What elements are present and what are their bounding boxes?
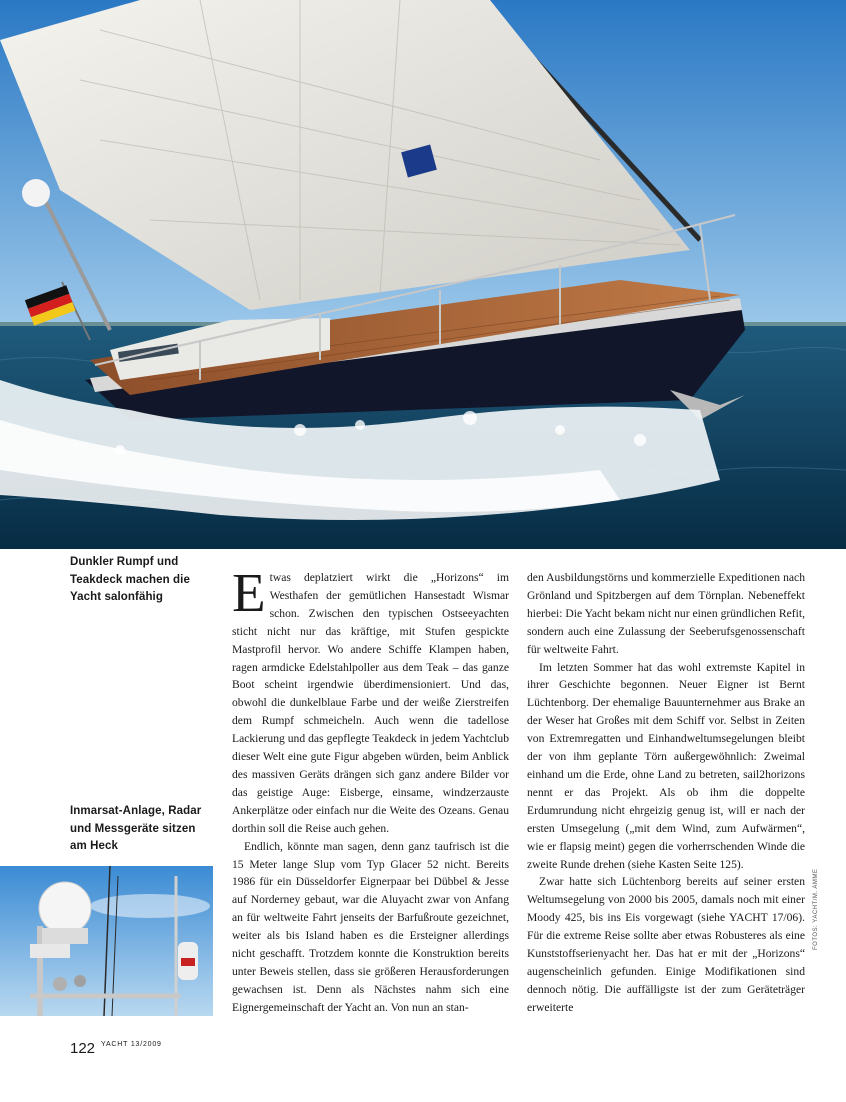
paragraph: den Ausbildungstörns und kommerzielle Expeditionen nach Grönland und Spitzbergen auf dem Törnplan. Nebeneffekt hierbei: Die Yacht bekam nicht nur einen gründlichen Refit, sondern auch eine Zulassung der Seeberufsgenossenschaft für weltweite Fahrt. [527,571,805,656]
antenna-equipment-illustration [0,866,213,1016]
article-column-1 [232,562,509,1017]
paragraph [232,562,509,838]
caption-line: Teakdeck machen die [70,573,190,586]
hero-photo [0,0,846,549]
drop-cap: E [232,562,266,623]
caption-line: Dunkler Rumpf und [70,556,179,568]
article-column-2 [527,569,805,1017]
caption-line: am Heck [70,840,119,852]
page-number: 122 [70,1040,96,1057]
caption-line: Inmarsat-Anlage, Radar [70,805,202,817]
magazine-issue: YACHT 13/2009 [101,1041,162,1048]
paragraph: Im letzten Sommer hat das wohl extremste Kapitel in ihrer Geschichte begonnen. Neuer Eigner ist Bernt Lüchtenborg. Der ehemalige Bauunternehmer aus Brake an der Weser hat Großes mit dem Schiff vor. Selbst in Zeiten von Extremregatten und Einhandweltumsegelungen bleibt der von ihm geplante Törn außergewöhnlich: Zweimal einhand um die Erde, ohne Land zu betreten, sail2horizons nennt er das Projekt. Als ob ihm die doppelte Erdumrundung nicht ehrgeizig genug ist, will er nach der ersten Umsegelung („mit dem Wind, zum Aufwärmen“, wie er flapsig meint) gegen die vorherrschenden Winde die zweite Runde drehen (siehe Kasten Seite 125). [527,660,805,871]
sailing-yacht-illustration [0,0,846,549]
photo-credit: FOTOS: YACHT/M. AMME [813,868,819,950]
hero-caption [70,554,190,607]
inset-photo [0,866,213,1016]
paragraph: Zwar hatte sich Lüchtenborg bereits auf seiner ersten Weltumsegelung von 2000 bis 2005, damals noch mit einer Moody 425, bis ins Eis vorgewagt (siehe YACHT 17/06). Für die extreme Reise sollte aber etwas Robusteres als eine Kunststoffserienyacht her. Das hat er mit der „Horizons“ augenscheinlich gefunden. Einige Modifikationen sind dennoch nötig. Die auffälligste ist der zum Geräteträger erweiterte [527,875,805,1014]
caption-line: und Messgeräte sitzen [70,822,196,835]
caption-line: Yacht salonfähig [70,591,163,603]
inset-caption [70,803,201,856]
paragraph: Endlich, könnte man sagen, denn ganz taufrisch ist die 15 Meter lange Slup vom Typ Glacer 52 nicht. Bereits 1986 für ein Düsseldorfer Eignerpaar bei Dübbel & Jesse auf Norderney gebaut, war die Aluyacht zwar von Anfang an für weltweite Fahrt jenseits der Barfußroute gezeichnet, weiter als bis Island haben es die Ersteigner allerdings nicht geschafft. Trotzdem konnte die Konstruktion bereits unter Beweis stellen, dass sie größeren Herausforderungen gewachsen ist. Denn als Nächstes nahm sich eine Eignergemeinschaft der Yacht an. Von nun an stan- [232,839,509,1014]
paragraph-text: twas deplatziert wirkt die „Horizons“ im Westhafen der gemütlichen Hansestadt Wismar schon. Zwischen den typischen Ostseeyachten sticht nicht nur das kräftige, mit Stufen gespickte Mastprofil hervor. Wo andere Schiffe Klampen haben, ragen armdicke Edelstahlpoller aus dem Teak – das ganze Boot scheint irgendwie überdimensioniert. Und das, obwohl die dunkelblaue Farbe und der weiße Zierstreifen dem Rumpf schmeicheln. Auch wenn die tadellose Lackierung und das gepflegte Teakdeck in jedem Yachtclub dieser Welt eine gute Figur abgeben würden, beim Anblick des massiven Geräts drängen sich ganz andere Bilder vor das geistige Auge: Eisberge, einsame, windzerzauste Ankerplätze oder einfach nur die Weite des Ozeans. Genau dorthin soll die Reise auch gehen. [232,571,509,835]
